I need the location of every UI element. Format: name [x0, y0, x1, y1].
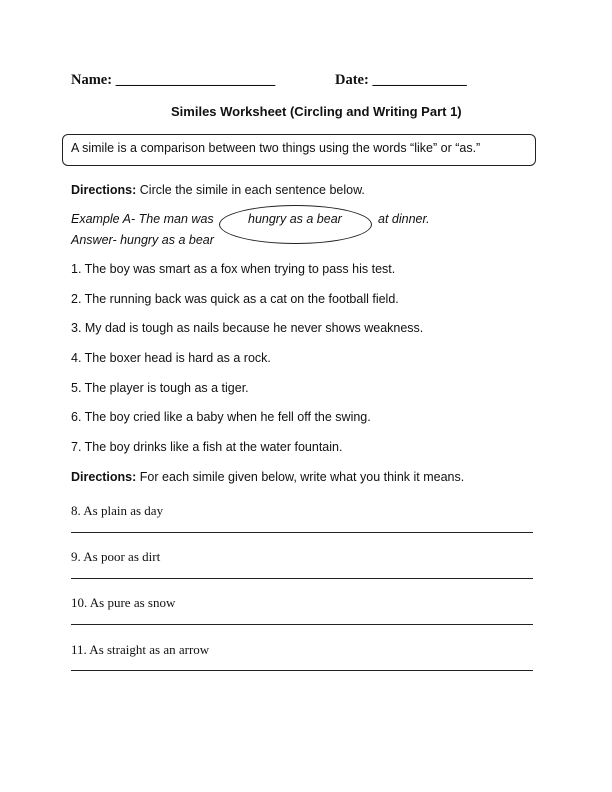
directions-text: Circle the simile in each sentence below.	[136, 183, 365, 197]
sentence-5: 5. The player is tough as a tiger.	[71, 381, 249, 395]
date-field-label: Date: _____________	[335, 72, 467, 88]
answer-line-8[interactable]	[71, 532, 533, 533]
directions-circle	[71, 183, 365, 197]
definition-text: A simile is a comparison between two things using the words “like” or “as.”	[71, 141, 481, 155]
name-field-label: Name: ______________________	[71, 72, 276, 88]
example-suffix: at dinner.	[378, 212, 430, 226]
example-answer: Answer- hungry as a bear	[71, 233, 214, 247]
example-prefix: Example A- The man was	[71, 212, 214, 226]
sentence-2: 2. The running back was quick as a cat on the football field.	[71, 292, 399, 306]
sentence-3: 3. My dad is tough as nails because he never shows weakness.	[71, 321, 424, 335]
sentence-7: 7. The boy drinks like a fish at the water fountain.	[71, 440, 343, 454]
prompt-11: 11. As straight as an arrow	[71, 642, 210, 657]
prompt-10: 10. As pure as snow	[71, 595, 176, 610]
answer-line-9[interactable]	[71, 578, 533, 579]
directions-label: Directions:	[71, 183, 137, 197]
directions-text: For each simile given below, write what you think it means.	[136, 470, 465, 484]
directions-write	[71, 470, 464, 484]
sentence-4: 4. The boxer head is hard as a rock.	[71, 351, 271, 365]
example-simile: hungry as a bear	[248, 212, 342, 226]
answer-line-10[interactable]	[71, 624, 533, 625]
directions-label: Directions:	[71, 470, 137, 484]
prompt-8: 8. As plain as day	[71, 503, 164, 518]
worksheet-title: Similes Worksheet (Circling and Writing Part 1)	[171, 104, 462, 119]
answer-line-11[interactable]	[71, 670, 533, 671]
sentence-1: 1. The boy was smart as a fox when trying to pass his test.	[71, 262, 396, 276]
sentence-6: 6. The boy cried like a baby when he fell off the swing.	[71, 410, 371, 424]
prompt-9: 9. As poor as dirt	[71, 549, 161, 564]
